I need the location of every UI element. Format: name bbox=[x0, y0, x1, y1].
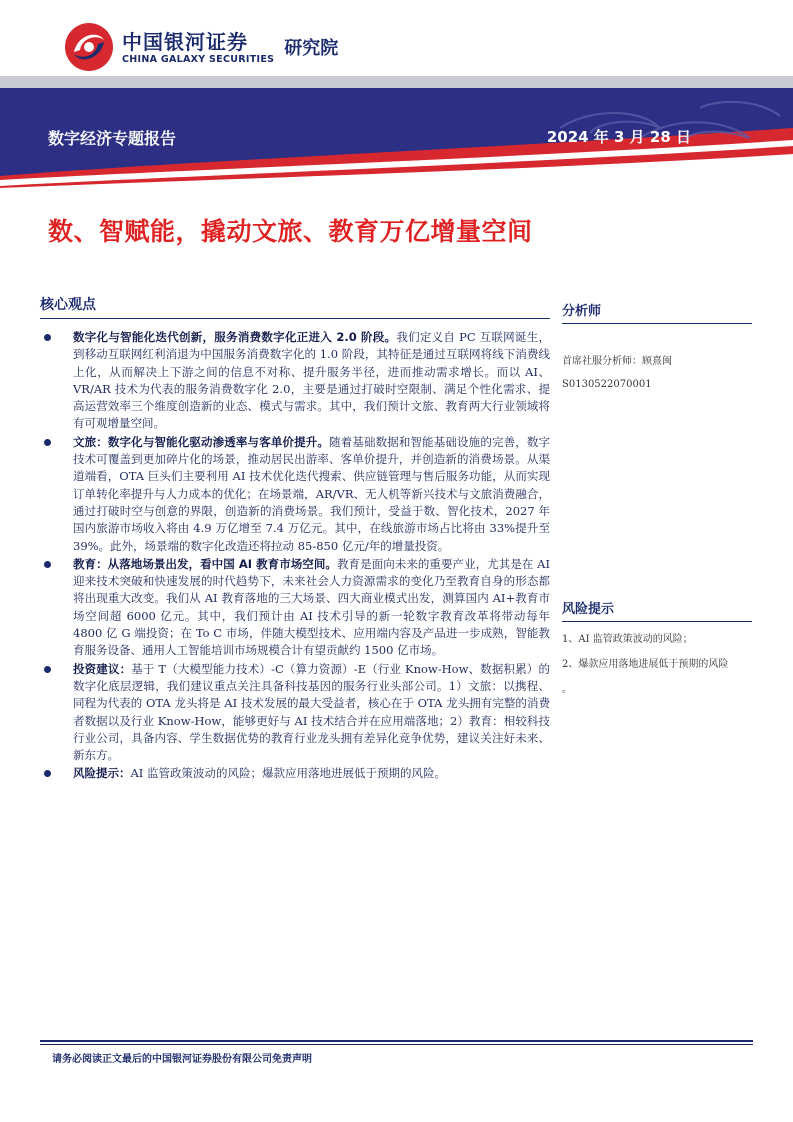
analyst-name: 首席社服分析师：顾熹闽 bbox=[562, 356, 672, 367]
company-name-en: CHINA GALAXY SECURITIES bbox=[122, 53, 275, 65]
risk-item: 1、AI 监管政策波动的风险； bbox=[562, 634, 693, 645]
list-item-bold: 投资建议： bbox=[73, 661, 132, 676]
risk-section bbox=[562, 598, 752, 697]
report-banner bbox=[0, 88, 793, 188]
footer-disclaimer: 请务必阅读正文最后的中国银河证券股份有限公司免责声明 bbox=[52, 1054, 312, 1065]
list-item bbox=[40, 556, 550, 660]
list-item-bold: 风险提示： bbox=[73, 766, 131, 781]
bullet-icon bbox=[44, 561, 51, 568]
list-item bbox=[40, 661, 550, 765]
bullet-icon bbox=[44, 334, 51, 341]
list-item-text: 教育是面向未来的重要产业，尤其是在 AI 迎来技术突破和快速发展的时代趋势下，未来社会人力资源需求的变化乃至教育自身的形态都将出现重大改变。我们从 AI 教育落地的三大场景、四大商业模式出发，测算国内 AI+教育市场空间超 6000 亿元。其中，我们预计由 AI 技术引导的新一轮数字教育改革将带动每年 4800 亿 G 端投资；在 To C 市场，伴随大模型技术、应用端内容及产品进一步成熟，智能教育服务设备、通用人工智能培训市场规模合计有望贡献约 1500 亿市场。 bbox=[73, 556, 550, 658]
risk-heading: 风险提示 bbox=[562, 598, 752, 622]
list-item bbox=[40, 329, 550, 433]
report-date: 2024 年 3 月 28 日 bbox=[546, 128, 691, 146]
company-logo bbox=[64, 22, 338, 72]
risk-item: 2、爆款应用落地进展低于预期的风险 bbox=[562, 659, 729, 670]
bullet-icon bbox=[44, 666, 51, 673]
list-item-bold: 文旅：数字化与智能化驱动渗透率与客单价提升。 bbox=[73, 434, 330, 449]
risk-item: 。 bbox=[562, 684, 572, 695]
list-item-text: 随着基础数据和智能基础设施的完善，数字技术可覆盖到更加碎片化的场景，推动居民出游率、客单价提升，并创造新的消费场景。从渠道端看，OTA 巨头们主要利用 AI 技术优化迭代搜索、供应链管理与售后服务功能，从而实现订单转化率提升与人力成本的优化；在场景端，AR/VR、无人机等新兴技术与文旅消费融合，通过打破时空与创意的界限，创造新的消费场景。我们预计，受益于数、智化技术，2027 年国内旅游市场收入将由 4.9 万亿增至 7.4 万亿元。其中，在线旅游市场占比将由 33%提升至 39%。此外，场景端的数字化改造还将拉动 85-850 亿元/年的增量投资。 bbox=[73, 434, 551, 553]
list-item-bold: 数字化与智能化迭代创新，服务消费数字化正进入 2.0 阶段。 bbox=[73, 330, 397, 344]
list-item-text: AI 监管政策波动的风险；爆款应用落地进展低于预期的风险。 bbox=[130, 766, 446, 781]
company-name-cn: 中国银河证券 bbox=[122, 29, 248, 54]
list-item bbox=[40, 434, 550, 555]
analyst-section bbox=[562, 300, 752, 390]
core-views-section bbox=[40, 294, 550, 784]
report-type: 数字经济专题报告 bbox=[48, 129, 177, 148]
bullet-icon bbox=[44, 770, 51, 777]
footer-divider bbox=[40, 1040, 753, 1042]
list-item-text: 我们定义自 PC 互联网诞生，到移动互联网红利消退为中国服务消费数字化的 1.0 阶段，其特征是通过互联网将线下消费线上化，从而解决上下游之间的信息不对称、提升服务半径，进而推动需求增长。而以 AI、VR/AR 技术为代表的服务消费数字化 2.0，主要是通过打破时空限制、满足个性化需求、提高运营效率三个维度创造新的业态、模式与需求。其中，我们预计文旅、教育两大行业领域将有可观增量空间。 bbox=[73, 330, 550, 431]
galaxy-logo-icon bbox=[64, 22, 114, 72]
list-item-bold: 教育：从落地场景出发，看中国 AI 教育市场空间。 bbox=[73, 556, 337, 571]
institute-name: 研究院 bbox=[284, 38, 339, 59]
analyst-heading: 分析师 bbox=[562, 300, 752, 324]
report-title: 数、智赋能，撬动文旅、教育万亿增量空间 bbox=[48, 217, 533, 246]
core-views-list bbox=[40, 329, 550, 783]
list-item bbox=[40, 765, 550, 782]
bullet-icon bbox=[44, 439, 51, 446]
analyst-cert-id: S0130522070001 bbox=[562, 379, 652, 390]
list-item-text: 基于 T（大模型能力技术）-C（算力资源）-E（行业 Know-How、数据积累）的数字化底层逻辑，我们建议重点关注具备科技基因的服务行业头部公司。1）文旅：以携程、同程为代表的 OTA 龙头将是 AI 技术发展的最大受益者，核心在于 OTA 龙头拥有完整的消费者数据以及行业 Know-How，能够更好与 AI 技术结合并在应用端落地；2）教育：相较科技行业公司，具备内容、学生数据优势的教育行业龙头拥有差异化竞争优势，建议关注好未来、新东方。 bbox=[73, 661, 551, 763]
core-views-heading: 核心观点 bbox=[40, 294, 550, 319]
footer-divider-thin bbox=[40, 1044, 753, 1045]
header-divider bbox=[0, 76, 793, 88]
